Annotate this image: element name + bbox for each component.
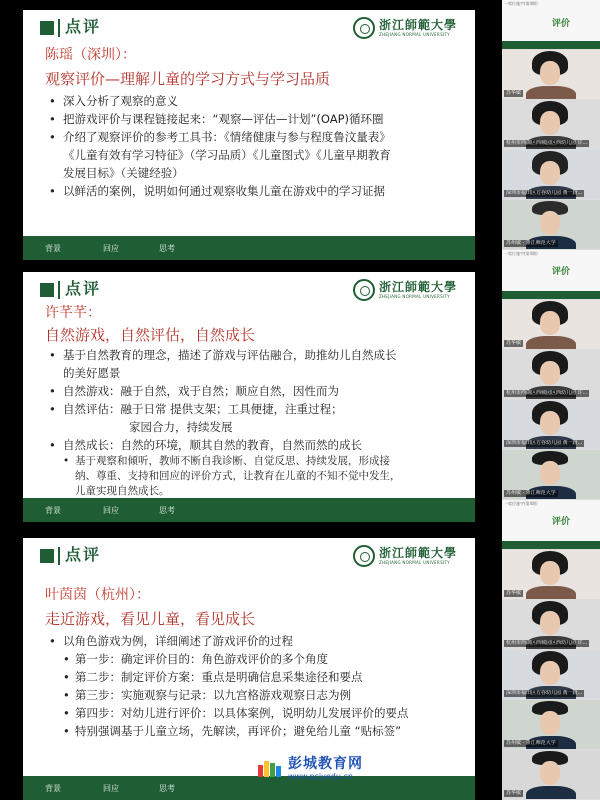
bullet-list [45,92,391,200]
participant-name: 杭州市西湖区西城园区西幼儿园 许... [506,140,588,146]
header-title: 点评 [65,17,102,36]
university-name: 浙江師範大學 [378,280,457,294]
participant-tile[interactable] [502,50,600,100]
slide-3 [23,538,475,800]
participant-tile[interactable] [502,450,600,500]
participant-tile[interactable]: 一席位施字(第4期) 评价 [502,250,600,300]
header-divider [58,281,60,299]
header-title: 点评 [65,545,102,564]
speaker-name: 陈瑶（深圳）： [45,47,136,63]
participant-tile[interactable] [502,200,600,250]
university-name: 浙江師範大學 [378,18,457,32]
university-subname: ZHEJIANG NORMAL UNIVERSITY [378,32,450,37]
slide-subtitle: 自然游戏，自然评估，自然成长 [45,326,256,344]
university-seal-icon [353,17,375,39]
header-square-icon [40,283,54,297]
watermark-url: www.pcjyedu.cn [288,772,353,781]
sub-bullet-item: • 基于观察和倾听，教师不断自我诊断、自觉反思、持续发展，形成接 [45,454,401,469]
university-logo [353,15,457,41]
participant-tile[interactable] [502,150,600,200]
participant-tile[interactable] [502,350,600,400]
slide-footer-nav [23,776,475,800]
bullet-item: • 自然评估：融于日常 提供支架；工具便捷，注重过程； [45,400,401,418]
participant-tile[interactable] [502,400,600,450]
slide-footer-nav [23,236,475,260]
sub-bullet-item-cont: 儿童实现自然成长。 [75,485,170,497]
participant-name: 杭州市西湖区西城园区西幼儿园 许... [506,640,588,646]
footer-nav-response[interactable]: 回应 [103,505,119,515]
bullet-item-cont: 发展目标》（关键经验） [63,166,184,180]
footer-nav-response[interactable]: 回应 [103,783,119,793]
participant-name: 苏华敏 [506,90,522,96]
footer-nav-response[interactable]: 回应 [103,243,119,253]
header-square-icon [40,21,54,35]
participant-tile[interactable] [502,700,600,750]
bullet-item: • 自然游戏：融于自然，戏于自然；顺应自然，因性而为 [45,382,401,400]
watermark-name: 彭城教育网 [288,756,363,772]
header-divider [58,547,60,565]
bullet-item-cont: 《儿童有效有学习特征》（学习品质）《儿童图式》《儿童早期教育 [63,148,391,162]
participant-name: 苏华敏 [506,590,522,596]
participant-name: 苏州敏 · 浙江师范大学 [506,490,556,496]
sub-bullet-item: • 第二步：制定评价方案：重点是明确信息采集途径和要点 [45,668,409,686]
slide-2 [23,272,475,522]
university-logo [353,543,457,569]
slide-1 [23,10,475,260]
sub-bullet-item: • 第四步：对幼儿进行评价：以具体案例，说明幼儿发展评价的要点 [45,704,409,722]
header-divider [58,19,60,37]
footer-nav-background[interactable]: 背景 [45,783,61,793]
bullet-item: • 以鲜活的案例，说明如何通过观察收集儿童在游戏中的学习证据 [45,182,391,200]
participant-name: 深圳市福田区方谷幼儿园 黄一段... [506,690,583,696]
bullet-item: • 把游戏评价与课程链接起来：“观察—评估—计划”(OAP)循环圈 [45,110,391,128]
university-subname: ZHEJIANG NORMAL UNIVERSITY [378,294,450,299]
participant-name: 苏华敏 [506,790,522,796]
sub-bullet-item: • 第三步：实施观察与记录：以九宫格游戏观察日志为例 [45,686,409,704]
bullet-item-cont: 的美好愿景 [63,366,121,380]
tile-top-label: 一席位施字(第4期) [504,501,538,506]
bullet-list [45,346,401,499]
participant-name: 深圳市福田区方谷幼儿园 黄一段... [506,440,583,446]
footer-nav-reflection[interactable]: 思考 [159,783,175,793]
slide-header [23,10,475,42]
footer-nav-reflection[interactable]: 思考 [159,505,175,515]
tile-top-label: 一席位施字(第4期) [504,1,538,6]
slide-subtitle: 观察评价—理解儿童的学习方式与学习品质 [45,70,331,88]
bullet-item: • 深入分析了观察的意义 [45,92,391,110]
bullet-list [45,632,409,740]
university-seal-icon [353,545,375,567]
participant-name: 深圳市福田区方谷幼儿园 黄一段... [506,190,583,196]
sub-bullet-item: • 特别强调基于儿童立场，先解读，再评价；避免给儿童 “贴标签” [45,722,409,740]
slide-footer-nav [23,498,475,522]
sub-bullet-item: • 第一步：确定评价目的：角色游戏评价的多个角度 [45,650,409,668]
speaker-name: 许芊芊： [45,305,101,321]
speaker-name: 叶茵茵（杭州）： [45,587,150,603]
footer-nav-background[interactable]: 背景 [45,243,61,253]
participant-tile[interactable] [502,750,600,800]
books-icon [258,761,284,777]
university-name: 浙江師範大學 [378,546,457,560]
university-seal-icon [353,279,375,301]
university-logo [353,277,457,303]
participant-tile[interactable] [502,650,600,700]
participant-strip[interactable] [502,0,600,800]
participant-tile[interactable]: 一席位施字(第4期) 评价 [502,0,600,50]
bullet-item: • 以角色游戏为例，详细阐述了游戏评价的过程 [45,632,409,650]
bullet-item-cont: 家园合力，持续发展 [129,420,233,434]
header-square-icon [40,549,54,563]
university-subname: ZHEJIANG NORMAL UNIVERSITY [378,560,450,565]
participant-tile[interactable] [502,600,600,650]
participant-tile[interactable] [502,100,600,150]
slide-subtitle: 走近游戏，看见儿童，看见成长 [45,610,256,628]
participant-name: 苏华敏 [506,340,522,346]
participant-name: 苏州敏 · 浙江师范大学 [506,740,556,746]
bullet-item: • 基于自然教育的理念，描述了游戏与评估融合，助推幼儿自然成长 [45,346,401,364]
participant-name: 杭州市西湖区西城园区西幼儿园 许... [506,390,588,396]
site-watermark [258,756,363,782]
participant-name: 苏州敏 · 浙江师范大学 [506,240,556,246]
footer-nav-reflection[interactable]: 思考 [159,243,175,253]
participant-tile[interactable] [502,300,600,350]
bullet-item: • 自然成长：自然的环境，顺其自然的教育，自然而然的成长 [45,436,401,454]
tile-top-label: 一席位施字(第4期) [504,251,538,256]
bullet-item: • 介绍了观察评价的参考工具书：《情绪健康与参与程度鲁汶量表》 [45,128,391,146]
participant-tile[interactable]: 一席位施字(第4期) 评价 [502,500,600,550]
header-title: 点评 [65,279,102,298]
slide-header [23,272,475,304]
sub-bullet-item-cont: 纳、尊重、支持和回应的评价方式，让教育在儿童的不知不觉中发生， [75,470,401,482]
footer-nav-background[interactable]: 背景 [45,505,61,515]
slide-header [23,538,475,570]
participant-tile[interactable] [502,550,600,600]
